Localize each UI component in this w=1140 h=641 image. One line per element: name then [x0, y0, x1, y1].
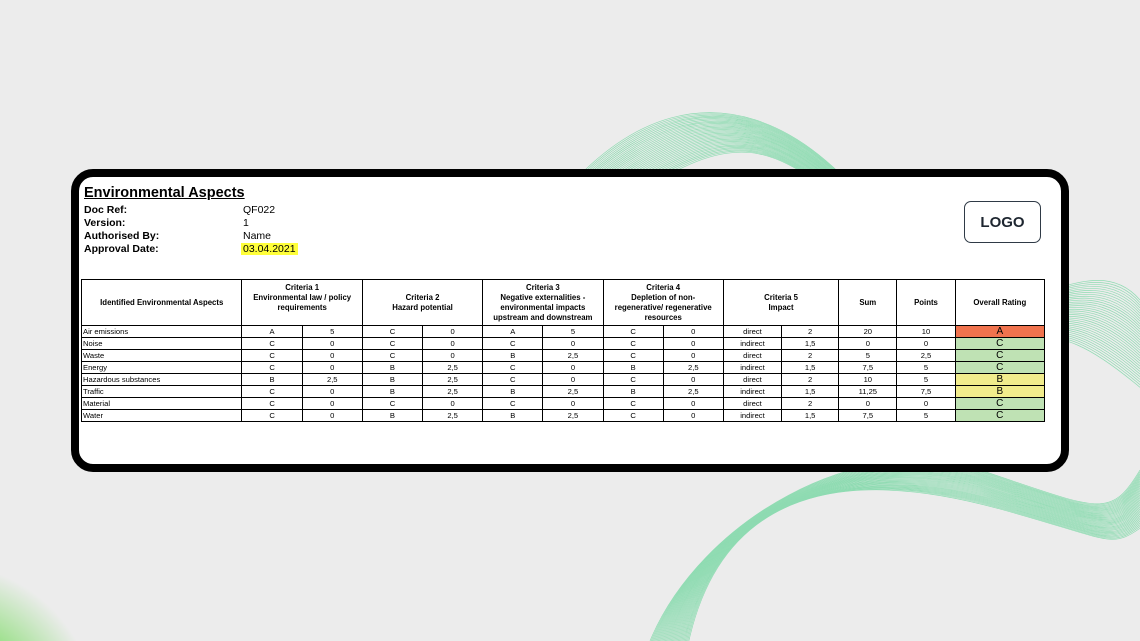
table-row	[82, 410, 1045, 422]
green-blob-decoration	[0, 563, 98, 641]
aspect-cell: Water	[82, 410, 242, 422]
aspect-cell: Noise	[82, 338, 242, 350]
criteria-2-grade: B	[362, 410, 422, 422]
criteria-4-score: 2,5	[663, 362, 723, 374]
impact-factor: 1,5	[782, 410, 839, 422]
impact-type: direct	[723, 374, 781, 386]
aspects-table	[81, 279, 1045, 422]
criteria-4-grade: C	[603, 410, 663, 422]
criteria-2-grade: B	[362, 362, 422, 374]
header-criteria-3: Criteria 3 Negative externalities - environmental impacts upstream and downstream	[483, 280, 603, 326]
impact-type: indirect	[723, 386, 781, 398]
overall-rating-cell: C	[955, 398, 1044, 410]
criteria-3-score: 0	[543, 374, 603, 386]
sum-cell: 0	[839, 398, 897, 410]
criteria-1-grade: C	[242, 386, 302, 398]
criteria-1-grade: A	[242, 326, 302, 338]
impact-factor: 2	[782, 350, 839, 362]
criteria-3-grade: B	[483, 386, 543, 398]
overall-rating-cell: C	[955, 410, 1044, 422]
impact-type: direct	[723, 326, 781, 338]
version-label: Version:	[84, 217, 126, 229]
points-cell: 7,5	[897, 386, 955, 398]
criteria-3-score: 0	[543, 398, 603, 410]
criteria-4-score: 0	[663, 410, 723, 422]
version-value: 1	[243, 217, 249, 229]
criteria-2-grade: C	[362, 398, 422, 410]
points-cell: 2,5	[897, 350, 955, 362]
impact-type: direct	[723, 398, 781, 410]
points-cell: 10	[897, 326, 955, 338]
aspect-cell: Energy	[82, 362, 242, 374]
table-row	[82, 398, 1045, 410]
sum-cell: 10	[839, 374, 897, 386]
impact-factor: 2	[782, 374, 839, 386]
criteria-2-score: 2,5	[423, 374, 483, 386]
overall-rating-cell: C	[955, 362, 1044, 374]
approval-date-highlight: 03.04.2021	[243, 243, 296, 255]
criteria-4-grade: C	[603, 398, 663, 410]
table-row	[82, 386, 1045, 398]
criteria-3-score: 2,5	[543, 410, 603, 422]
criteria-1-grade: C	[242, 350, 302, 362]
header-criteria-2: Criteria 2 Hazard potential	[362, 280, 482, 326]
impact-factor: 1,5	[782, 386, 839, 398]
impact-type: indirect	[723, 410, 781, 422]
points-cell: 5	[897, 410, 955, 422]
points-cell: 5	[897, 374, 955, 386]
table-row	[82, 338, 1045, 350]
impact-type: direct	[723, 350, 781, 362]
header-points: Points	[897, 280, 955, 326]
criteria-3-grade: A	[483, 326, 543, 338]
aspect-cell: Material	[82, 398, 242, 410]
sum-cell: 11,25	[839, 386, 897, 398]
criteria-1-grade: B	[242, 374, 302, 386]
criteria-4-grade: C	[603, 326, 663, 338]
doc-ref-value: QF022	[243, 204, 276, 216]
criteria-2-score: 0	[423, 350, 483, 362]
criteria-1-grade: C	[242, 410, 302, 422]
criteria-4-score: 0	[663, 350, 723, 362]
points-cell: 0	[897, 398, 955, 410]
header-overall-rating: Overall Rating	[955, 280, 1044, 326]
criteria-3-grade: C	[483, 362, 543, 374]
criteria-1-grade: C	[242, 362, 302, 374]
aspect-cell: Air emissions	[82, 326, 242, 338]
criteria-4-grade: C	[603, 350, 663, 362]
sum-cell: 20	[839, 326, 897, 338]
criteria-3-score: 2,5	[543, 386, 603, 398]
table-row	[82, 362, 1045, 374]
criteria-4-score: 0	[663, 338, 723, 350]
criteria-2-grade: C	[362, 350, 422, 362]
document-card	[71, 169, 1069, 472]
overall-rating-cell: B	[955, 386, 1044, 398]
overall-rating-cell: A	[955, 326, 1044, 338]
criteria-3-grade: C	[483, 374, 543, 386]
aspect-cell: Waste	[82, 350, 242, 362]
criteria-2-grade: C	[362, 338, 422, 350]
criteria-1-score: 2,5	[302, 374, 362, 386]
criteria-2-grade: C	[362, 326, 422, 338]
criteria-2-score: 0	[423, 398, 483, 410]
sum-cell: 7,5	[839, 410, 897, 422]
criteria-1-grade: C	[242, 338, 302, 350]
criteria-4-grade: C	[603, 338, 663, 350]
criteria-2-score: 2,5	[423, 362, 483, 374]
criteria-4-grade: C	[603, 374, 663, 386]
impact-type: indirect	[723, 338, 781, 350]
criteria-1-score: 0	[302, 362, 362, 374]
header-sum: Sum	[839, 280, 897, 326]
criteria-3-score: 2,5	[543, 350, 603, 362]
overall-rating-cell: B	[955, 374, 1044, 386]
sum-cell: 7,5	[839, 362, 897, 374]
header-criteria-4: Criteria 4 Depletion of non- regenerative/ regenerative resources	[603, 280, 723, 326]
impact-factor: 1,5	[782, 338, 839, 350]
impact-type: indirect	[723, 362, 781, 374]
criteria-4-score: 0	[663, 374, 723, 386]
table-row	[82, 374, 1045, 386]
impact-factor: 2	[782, 326, 839, 338]
header-criteria-1: Criteria 1 Environmental law / policy requirements	[242, 280, 362, 326]
overall-rating-cell: C	[955, 350, 1044, 362]
header-aspects: Identified Environmental Aspects	[82, 280, 242, 326]
logo-placeholder: LOGO	[964, 201, 1041, 243]
criteria-1-score: 0	[302, 410, 362, 422]
criteria-1-score: 0	[302, 398, 362, 410]
points-cell: 5	[897, 362, 955, 374]
criteria-3-grade: B	[483, 410, 543, 422]
impact-factor: 1,5	[782, 362, 839, 374]
sum-cell: 0	[839, 338, 897, 350]
criteria-3-score: 0	[543, 338, 603, 350]
points-cell: 0	[897, 338, 955, 350]
aspect-cell: Traffic	[82, 386, 242, 398]
aspect-cell: Hazardous substances	[82, 374, 242, 386]
criteria-2-score: 2,5	[423, 410, 483, 422]
sum-cell: 5	[839, 350, 897, 362]
criteria-2-score: 0	[423, 326, 483, 338]
approval-date-label: Approval Date:	[84, 243, 159, 255]
criteria-4-grade: B	[603, 386, 663, 398]
table-row	[82, 350, 1045, 362]
doc-ref-label: Doc Ref:	[84, 204, 128, 216]
criteria-3-grade: C	[483, 398, 543, 410]
criteria-1-grade: C	[242, 398, 302, 410]
header-criteria-5: Criteria 5 Impact	[723, 280, 838, 326]
criteria-3-grade: B	[483, 350, 543, 362]
authorised-by-label: Authorised By:	[84, 230, 160, 242]
criteria-3-score: 5	[543, 326, 603, 338]
criteria-1-score: 0	[302, 386, 362, 398]
criteria-4-score: 0	[663, 326, 723, 338]
criteria-1-score: 0	[302, 350, 362, 362]
criteria-4-score: 2,5	[663, 386, 723, 398]
criteria-4-grade: B	[603, 362, 663, 374]
criteria-1-score: 0	[302, 338, 362, 350]
criteria-3-score: 0	[543, 362, 603, 374]
criteria-3-grade: C	[483, 338, 543, 350]
criteria-2-grade: B	[362, 374, 422, 386]
table-header-row	[82, 280, 1045, 326]
overall-rating-cell: C	[955, 338, 1044, 350]
criteria-2-grade: B	[362, 386, 422, 398]
criteria-2-score: 0	[423, 338, 483, 350]
criteria-1-score: 5	[302, 326, 362, 338]
criteria-4-score: 0	[663, 398, 723, 410]
criteria-2-score: 2,5	[423, 386, 483, 398]
approval-date-value	[241, 243, 298, 255]
authorised-by-value: Name	[243, 230, 272, 242]
impact-factor: 2	[782, 398, 839, 410]
document-title: Environmental Aspects	[84, 185, 245, 201]
table-row	[82, 326, 1045, 338]
